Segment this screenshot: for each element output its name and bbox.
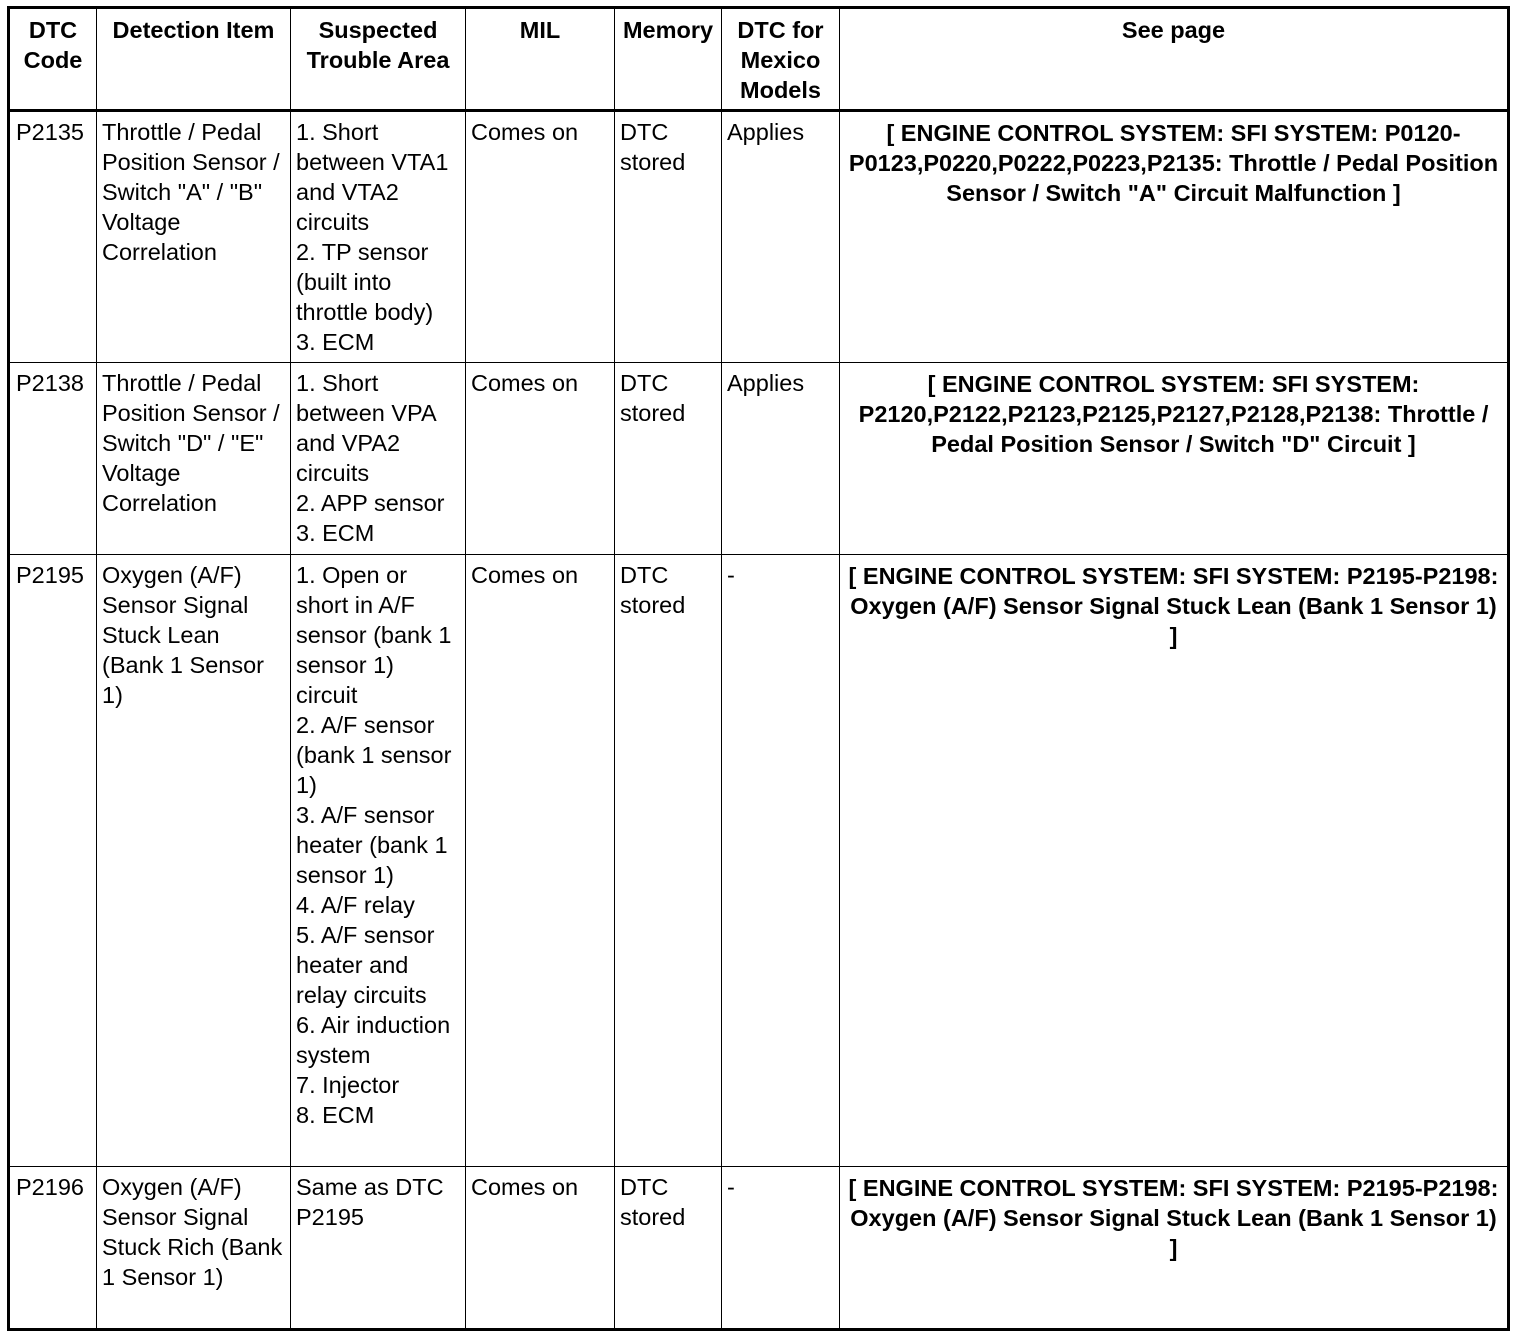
table-row xyxy=(9,111,1509,363)
see-page-cell xyxy=(840,111,1509,363)
detection-item-cell: Throttle / Pedal Position Sensor / Switch "A" / "B" Voltage Correlation xyxy=(97,111,291,363)
mexico-cell: - xyxy=(722,555,840,1167)
trouble-area-item: 4. A/F relay xyxy=(296,892,415,918)
trouble-area-cell xyxy=(291,555,466,1167)
see-page-link[interactable]: [ ENGINE CONTROL SYSTEM: SFI SYSTEM: P2120,P2122,P2123,P2125,P2127,P2128,P2138: Throttle / Pedal Position Sensor / Switch "D" Circuit ] xyxy=(858,371,1489,457)
detection-item-cell: Throttle / Pedal Position Sensor / Switch "D" / "E" Voltage Correlation xyxy=(97,363,291,555)
memory-cell: DTC stored xyxy=(615,111,722,363)
header-suspected-trouble-area: Suspected Trouble Area xyxy=(291,8,466,111)
mil-cell: Comes on xyxy=(466,363,615,555)
dtc-code-cell: P2138 xyxy=(9,363,97,555)
see-page-link[interactable]: [ ENGINE CONTROL SYSTEM: SFI SYSTEM: P2195-P2198: Oxygen (A/F) Sensor Signal Stuck Lean (Bank 1 Sensor 1) ] xyxy=(848,1175,1499,1261)
detection-item-cell: Oxygen (A/F) Sensor Signal Stuck Lean (Bank 1 Sensor 1) xyxy=(97,555,291,1167)
trouble-area-item: 2. TP sensor (built into throttle body) xyxy=(296,239,434,325)
dtc-code-cell: P2135 xyxy=(9,111,97,363)
mexico-cell: Applies xyxy=(722,111,840,363)
see-page-cell xyxy=(840,363,1509,555)
trouble-area-item: 6. Air induction system xyxy=(296,1012,451,1068)
header-memory: Memory xyxy=(615,8,722,111)
table-row xyxy=(9,1167,1509,1330)
dtc-table xyxy=(7,6,1510,1331)
table-header-row xyxy=(9,8,1509,111)
trouble-area-item: Same as DTC P2195 xyxy=(296,1174,444,1230)
header-detection-item: Detection Item xyxy=(97,8,291,111)
see-page-link[interactable]: [ ENGINE CONTROL SYSTEM: SFI SYSTEM: P2195-P2198: Oxygen (A/F) Sensor Signal Stuck Lean (Bank 1 Sensor 1) ] xyxy=(848,563,1499,649)
trouble-area-cell xyxy=(291,1167,466,1330)
mil-cell: Comes on xyxy=(466,1167,615,1330)
dtc-code-cell: P2195 xyxy=(9,555,97,1167)
see-page-cell xyxy=(840,555,1509,1167)
mexico-cell: Applies xyxy=(722,363,840,555)
memory-cell: DTC stored xyxy=(615,1167,722,1330)
trouble-area-item: 8. ECM xyxy=(296,1102,375,1128)
trouble-area-item: 3. A/F sensor heater (bank 1 sensor 1) xyxy=(296,802,448,888)
trouble-area-item: 5. A/F sensor heater and relay circuits xyxy=(296,922,435,1008)
trouble-area-item: 1. Short between VTA1 and VTA2 circuits xyxy=(296,119,449,235)
table-row xyxy=(9,555,1509,1167)
trouble-area-cell xyxy=(291,363,466,555)
trouble-area-item: 2. A/F sensor (bank 1 sensor 1) xyxy=(296,712,452,798)
memory-cell: DTC stored xyxy=(615,555,722,1167)
header-dtc-code: DTC Code xyxy=(9,8,97,111)
see-page-link[interactable]: [ ENGINE CONTROL SYSTEM: SFI SYSTEM: P0120-P0123,P0220,P0222,P0223,P2135: Throttle / Pedal Position Sensor / Switch "A" Circuit Malfunction ] xyxy=(848,120,1499,206)
mexico-cell: - xyxy=(722,1167,840,1330)
trouble-area-cell xyxy=(291,111,466,363)
trouble-area-item: 3. ECM xyxy=(296,329,375,355)
detection-item-cell: Oxygen (A/F) Sensor Signal Stuck Rich (Bank 1 Sensor 1) xyxy=(97,1167,291,1330)
dtc-code-cell: P2196 xyxy=(9,1167,97,1330)
header-see-page: See page xyxy=(840,8,1509,111)
mil-cell: Comes on xyxy=(466,111,615,363)
see-page-cell xyxy=(840,1167,1509,1330)
table-row xyxy=(9,363,1509,555)
mil-cell: Comes on xyxy=(466,555,615,1167)
trouble-area-item: 3. ECM xyxy=(296,520,375,546)
trouble-area-item: 2. APP sensor xyxy=(296,490,445,516)
memory-cell: DTC stored xyxy=(615,363,722,555)
trouble-area-item: 1. Open or short in A/F sensor (bank 1 sensor 1) circuit xyxy=(296,562,452,708)
trouble-area-item: 7. Injector xyxy=(296,1072,400,1098)
trouble-area-item: 1. Short between VPA and VPA2 circuits xyxy=(296,370,436,486)
header-dtc-for-mexico-models: DTC for Mexico Models xyxy=(722,8,840,111)
header-mil: MIL xyxy=(466,8,615,111)
